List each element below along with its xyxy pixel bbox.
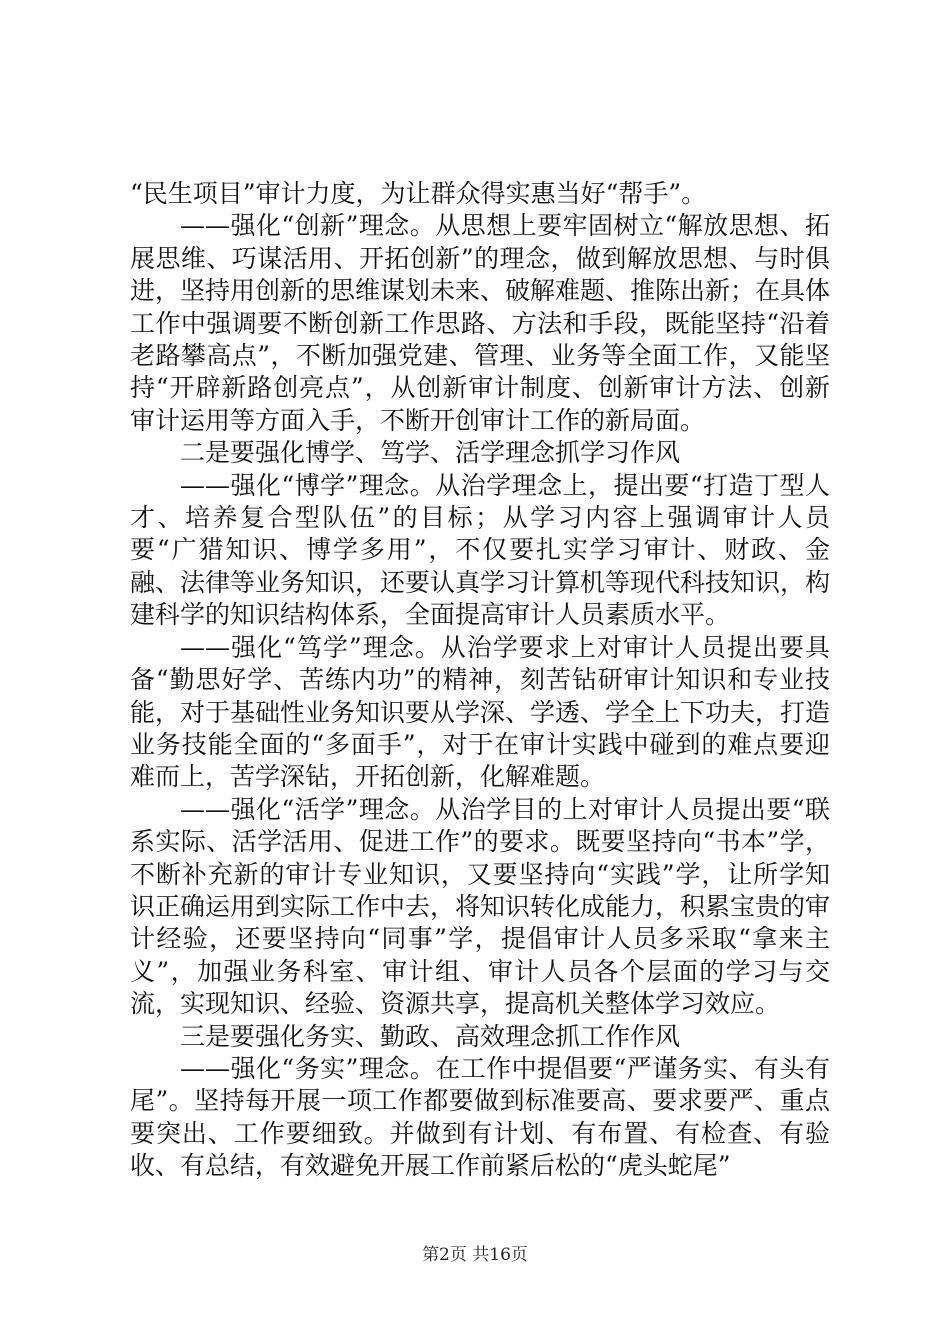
paragraph-broad-learning: ——强化“博学”理念。从治学理念上，提出要“打造丁型人才、培养复合型队伍”的目标；从学习内容上强调审计人员要“广猎知识、博学多用”，不仅要扎实学习审计、财政、金融、法律等业务知识，还要认真学习计算机等现代科技知识，构建科学的知识结构体系，全面提高审计人员素质水平。 bbox=[130, 470, 831, 630]
paragraph-continuation: “民生项目”审计力度，为让群众得实惠当好“帮手”。 bbox=[130, 179, 707, 208]
paragraph-innovation: ——强化“创新”理念。从思想上要牢固树立“解放思想、拓展思维、巧谋活用、开拓创新”的理念，做到解放思想、与时俱进，坚持用创新的思维谋划未来、破解难题、推陈出新；在具体工作中强调要不断创新工作思路、方法和手段，既能坚持“沿着老路攀高点”，不断加强党建、管理、业务等全面工作，又能坚持“开辟新路创亮点”，从创新审计制度、创新审计方法、创新审计运用等方面入手，不断开创审计工作的新局面。 bbox=[130, 211, 831, 435]
paragraph-active-learning: ——强化“活学”理念。从治学目的上对审计人员提出要“联系实际、活学活用、促进工作”的要求。既要坚持向“书本”学，不断补充新的审计专业知识，又要坚持向“实践”学，让所学知识正确运用到实际工作中去，将知识转化成能力，积累宝贵的审计经验，还要坚持向“同事”学，提倡审计人员多采取“拿来主义”，加强业务科室、审计组、审计人员各个层面的学习与交流，实现知识、经验、资源共享，提高机关整体学习效应。 bbox=[130, 794, 831, 1019]
document-body bbox=[130, 178, 830, 1183]
paragraph-pragmatic: ——强化“务实”理念。在工作中提倡要“严谨务实、有头有尾”。坚持每开展一项工作都要做到标准要高、要求要严、重点要突出、工作要细致。并做到有计划、有布置、有检查、有验收、有总结，有效避免开展工作前紧后松的“虎头蛇尾” bbox=[130, 1053, 830, 1181]
paragraph-dedicated-learning: ——强化“笃学”理念。从治学要求上对审计人员提出要具备“勤思好学、苦练内功”的精神，刻苦钻研审计知识和专业技能，对于基础性业务知识要从学深、学透、学全上下功夫，打造业务技能全面的“多面手”，对于在审计实践中碰到的难点要迎难而上，苦学深钻，开拓创新，化解难题。 bbox=[130, 632, 831, 792]
section-heading-work-style: 三是要强化务实、勤政、高效理念抓工作作风 bbox=[180, 1021, 681, 1051]
page-number-footer: 第2页 共16页 bbox=[422, 1245, 528, 1265]
section-heading-study-style: 二是要强化博学、笃学、活学理念抓学习作风 bbox=[180, 438, 681, 468]
